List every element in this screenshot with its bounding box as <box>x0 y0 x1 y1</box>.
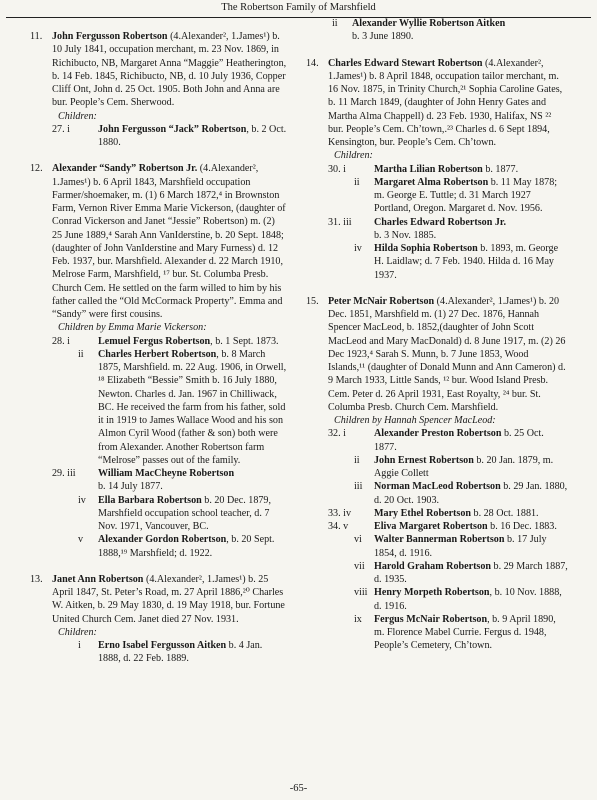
child-number: ii <box>332 18 338 29</box>
child-text: , b. 2 Oct. 1880. <box>98 123 287 148</box>
child-text: b. 20 Dec. 1879, Marshfield occupation school teacher, d. 7 Nov. 1971, Vancouver, BC. <box>98 494 271 532</box>
entry-name: Peter McNair Robertson <box>328 295 435 307</box>
child-name: Alexander Gordon Robertson <box>98 534 227 546</box>
entry-11 <box>30 30 287 149</box>
child-item <box>328 520 568 533</box>
entry-name: John Fergusson Robertson <box>52 31 168 42</box>
child-number: ii <box>354 176 360 188</box>
child-text: b. 14 July 1877. <box>98 481 163 493</box>
child-number: ix <box>354 613 362 625</box>
child-text: , b. 10 Nov. 1888, d. 1916. <box>374 587 562 612</box>
entry-number: 14. <box>306 57 319 69</box>
child-number: iv <box>354 243 362 254</box>
child-text: b. 4 Jan. 1888, d. 22 Feb. 1889. <box>98 640 263 665</box>
children-heading: Children by Hannah Spencer MacLeod: <box>334 415 496 426</box>
child-number: v <box>78 534 84 546</box>
child-text: b. 1893, m. George H. Laidlaw; d. 7 Feb. 1940. Hilda d. 16 May 1937. <box>374 243 559 281</box>
child-number: 29. iii <box>52 468 76 479</box>
child-item <box>328 427 568 454</box>
child-number: vii <box>354 560 365 572</box>
child-number: 32. i <box>328 428 346 440</box>
child-item <box>328 507 568 520</box>
page-number: -65- <box>289 783 308 794</box>
child-text: b. 11 May 1878; m. George E. Tuttle; d. 31 March 1927 Portland, Oregon. Margaret d. Nov. 1956. <box>374 176 558 215</box>
entry-text: (4.Alexander², 1.James¹) b. 6 April 1843, Marshfield occupation Farmer/shoemaker, m. (1) 6 March 1872,⁴ in Brownston Farm, Vernon River Emma Marie Vickerson, (daughter of Conrad Vickerson and Janet “Jessie” Robertson) m. (2) 25 June 1889,⁴ Sarah Ann VanIderstine, b. 20 Sept. 1848; (daughter of John VanIderstine and Mary Furness) d. 12 Feb. 1937, bur. Marshfield. Alexander d. 22 March 1910, Melrose Farm, Marshfield, ¹⁷ bur. St. Columba Presb. Church Cem. He settled on the farm willed to him by his father called the “Old McCormack Property”. Emma and “Sandy” were first cousins. <box>52 163 286 320</box>
child-item <box>328 480 568 507</box>
child-item <box>328 454 568 481</box>
child-item <box>52 348 287 467</box>
child-name: Eliva Margaret Robertson <box>374 521 488 532</box>
entry-14 <box>306 57 568 282</box>
child-number: ii <box>354 454 360 466</box>
child-item <box>328 176 568 216</box>
child-text: , b. 20 Sept. 1888,¹⁹ Marshfield; d. 1922. <box>98 534 275 559</box>
running-header: The Robertson Family of Marshfield <box>221 2 376 13</box>
entry-text: (4.Alexander², 1.James¹) b. 8 April 1848, occupation tailor merchant, m. 16 Nov. 1875, in Trinity Church,²¹ Sophia Caroline Gates, b. 11 March 1849, (daughter of John Henry Gates and Martha Alma Chappell) d. 23 Feb. 1930, Halifax, NS ²² bur. People’s Cem. Ch’town,.²³ Charles d. 6 Sept 1894, Kensington, bur. People’s Cem. Ch’town. <box>328 57 563 148</box>
child-name: Mary Ethel Robertson <box>374 507 471 519</box>
entry-13 <box>30 573 287 666</box>
child-name: Ella Barbara Robertson <box>98 494 202 506</box>
child-number: iv <box>78 494 86 506</box>
child-item <box>52 123 287 150</box>
child-text: b. 29 Jan. 1880, d. 20 Oct. 1903. <box>374 481 568 506</box>
child-item <box>328 586 568 613</box>
entry-number: 13. <box>30 573 43 585</box>
child-text: , b. 1 Sept. 1873. <box>210 335 279 347</box>
child-name: Erno Isabel Fergusson Aitken <box>98 640 227 651</box>
child-item <box>328 242 568 282</box>
child-item <box>328 216 568 243</box>
children-heading: Children by Emma Marie Vickerson: <box>58 322 207 334</box>
child-text: b. 28 Oct. 1881. <box>471 507 539 519</box>
child-item <box>306 17 568 44</box>
child-name: Henry Morpeth Robertson <box>374 587 490 599</box>
child-number: ii <box>78 348 84 360</box>
child-text: b. 16 Dec. 1883. <box>487 521 557 532</box>
child-name: Fergus McNair Robertson <box>374 613 488 625</box>
entry-text: (4.Alexander², 1.James¹) b. 20 Dec. 1851, Marshfield m. (1) 27 Dec. 1876, Hannah Spencer MacLeod, b. 1852,(daughter of John Scott MacLeod and Mary MacDonald) d. 8 June 1917, m. (2) 26 Dec 1923,⁴ Sarah S. Munn, b. 7 June 1853, Wood Islands,¹¹ (daughter of Donald Munn and Ann Cameron) d. 9 March 1933, Little Sands, ¹² bur. Wood Island Presb. Cem. Peter d. 26 April 1931, East Royalty, ²⁴ bur. St. Columba Presb. Church Cem. Marshfield. <box>328 295 566 413</box>
child-number: 31. iii <box>328 216 352 228</box>
child-item <box>328 613 568 653</box>
child-number: iii <box>354 481 363 493</box>
entry-text: (4.Alexander², 1.James¹) b. 25 April 1847, St. Peter’s Road, m. 27 April 1886,²⁰ Charles W. Aitken, b. 29 May 1830, d. 19 May 1918, bur. Fortune United Church Cem. Janet died 27 Nov. 1931. <box>52 573 285 625</box>
child-text: b. 3 Nov. 1885. <box>374 229 437 241</box>
child-name: Alexander Wyllie Robertson Aitken <box>352 18 506 29</box>
entry-15 <box>306 295 568 653</box>
child-name: Charles Herbert Robertson <box>98 348 217 360</box>
child-text: b. 25 Oct. 1877. <box>374 428 544 453</box>
child-text: b. 20 Jan. 1879, m. Aggie Collett <box>374 454 554 479</box>
child-number: 28. i <box>52 335 70 347</box>
child-name: Hilda Sophia Robertson <box>374 243 478 254</box>
child-name: Norman MacLeod Robertson <box>374 481 501 493</box>
right-column <box>306 17 568 666</box>
child-item <box>52 494 287 534</box>
child-item <box>52 335 287 348</box>
child-name: William MacCheyne Robertson <box>98 468 235 479</box>
child-name: Alexander Preston Robertson <box>374 428 502 440</box>
child-number: 30. i <box>328 163 346 175</box>
child-item <box>328 163 568 176</box>
child-text: b. 17 July 1854, d. 1916. <box>374 534 547 559</box>
child-text: , b. 9 April 1890, m. Florence Mabel Currie. Fergus d. 1948, People’s Cemetery, Ch’town. <box>374 613 556 652</box>
entry-name: Janet Ann Robertson <box>52 573 144 585</box>
child-item <box>52 533 287 560</box>
left-column <box>30 30 287 679</box>
child-item <box>328 560 568 587</box>
entry-number: 11. <box>30 31 43 42</box>
child-number: vi <box>354 534 362 546</box>
child-number: i <box>78 640 81 651</box>
child-number: viii <box>354 587 368 599</box>
child-number: 27. i <box>52 123 70 135</box>
child-name: Walter Bannerman Robertson <box>374 534 505 546</box>
entry-number: 15. <box>306 295 319 307</box>
child-text: b. 1877. <box>482 163 519 175</box>
children-heading: Children: <box>58 110 97 122</box>
child-number: 34. v <box>328 521 349 532</box>
child-item <box>52 467 287 494</box>
entry-12 <box>30 162 287 560</box>
child-text: , b. 8 March 1875, Marshfield. m. 22 Aug. 1906, in Orwell, ¹⁸ Elizabeth “Bessie” Smith b. 16 July 1880, Newton. Charles d. Jan. 1967 in Chilliwack, BC. He received the farm from his father, sold it in 1919 to James Wallace Wood and his son Almon Cyril Wood (father & son) both were from Alexander. Another Robertson farm “Melrose” passes out of the family. <box>98 348 287 466</box>
entry-name: Alexander “Sandy” Robertson Jr. <box>52 163 198 175</box>
child-name: Margaret Alma Robertson <box>374 176 489 188</box>
child-text: b. 3 June 1890. <box>352 31 414 43</box>
children-heading: Children: <box>334 150 373 162</box>
child-name: Harold Graham Robertson <box>374 560 492 572</box>
child-text: b. 29 March 1887, d. 1935. <box>374 560 568 585</box>
entry-text: (4.Alexander², 1.James¹) b. 10 July 1841, occupation merchant, m. 23 Nov. 1869, in Richibucto, NB, Margaret Anna “Maggie” Heatherington, b. 14 Feb. 1845, Richibucto, NB, d. 10 July 1936, Copper Cliff Ont, John d. 25 Oct. 1905. Both John and Anna are bur. People’s Cem. Sherwood. <box>52 31 287 109</box>
child-name: Martha Lilian Robertson <box>374 163 483 175</box>
child-name: John Fergusson “Jack” Robertson <box>98 123 247 135</box>
children-heading: Children: <box>58 626 97 638</box>
child-item <box>328 533 568 560</box>
child-name: John Ernest Robertson <box>374 454 474 466</box>
child-item <box>52 639 287 666</box>
entry-number: 12. <box>30 163 43 175</box>
child-number: 33. iv <box>328 507 351 519</box>
child-name: Charles Edward Robertson Jr. <box>374 216 506 228</box>
entry-name: Charles Edward Stewart Robertson <box>328 57 483 69</box>
child-name: Lemuel Fergus Robertson <box>98 335 211 347</box>
